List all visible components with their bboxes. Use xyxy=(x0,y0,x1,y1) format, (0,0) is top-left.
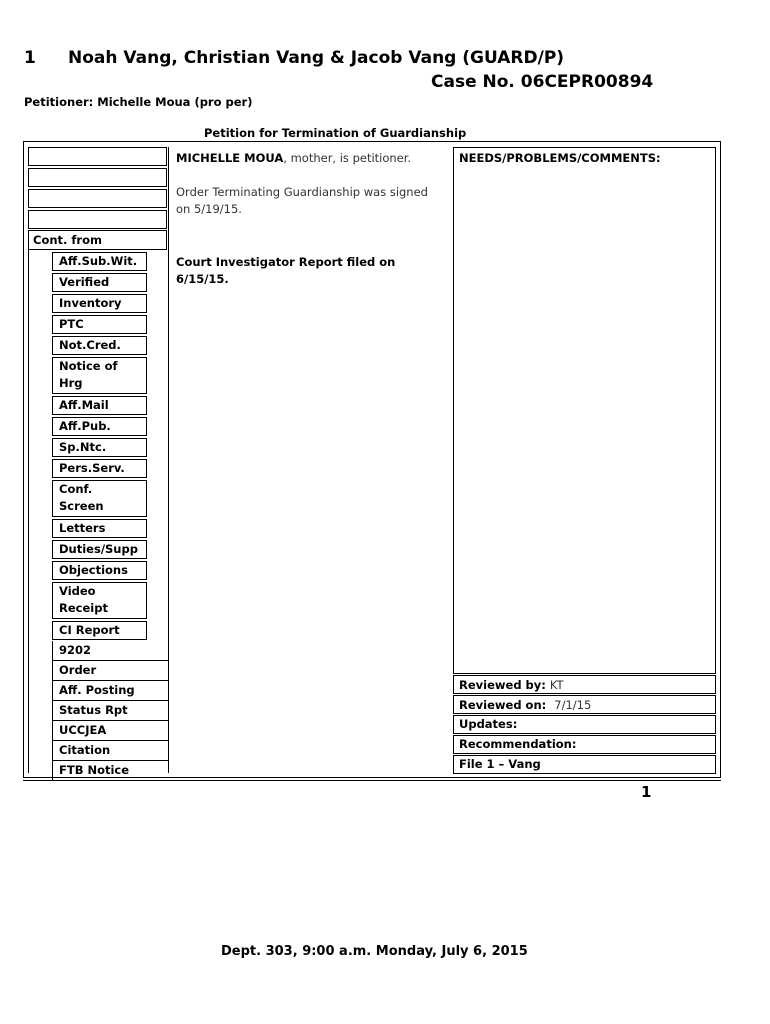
checklist-item-label: Duties/Supp xyxy=(59,542,138,556)
blank-box-4 xyxy=(28,210,167,229)
item-number: 1 xyxy=(24,48,36,68)
petitioner-line: Petitioner: Michelle Moua (pro per) xyxy=(24,95,253,109)
checklist-rule xyxy=(52,780,168,781)
checklist-item-label: Verified xyxy=(59,275,110,289)
needs-heading: NEEDS/PROBLEMS/COMMENTS: xyxy=(459,151,661,165)
recommendation-label: Recommendation: xyxy=(459,737,577,751)
cont-from-label: Cont. from xyxy=(33,233,102,247)
checklist-item-label: Objections xyxy=(59,563,128,577)
checklist-item-label: Citation xyxy=(59,743,111,757)
ci-report-text: Court Investigator Report filed on 6/15/15. xyxy=(176,255,396,286)
checklist-rule-left xyxy=(52,661,53,680)
checklist-rule-left xyxy=(52,741,53,760)
reviewed-by-label: Reviewed by: xyxy=(459,678,546,692)
checklist-item-label: Order xyxy=(59,663,97,677)
case-names: Noah Vang, Christian Vang & Jacob Vang (GUARD/P) xyxy=(68,48,565,68)
checklist-item-label: Status Rpt xyxy=(59,703,128,717)
checklist-rule xyxy=(52,660,168,661)
petitioner-role: , mother, is petitioner. xyxy=(283,151,412,165)
needs-box xyxy=(453,147,716,674)
left-column-line xyxy=(28,250,29,773)
checklist-rule xyxy=(52,760,168,761)
checklist-item-label: Video Receipt xyxy=(59,584,108,615)
checklist-item-label: FTB Notice xyxy=(59,763,130,777)
checklist-rule xyxy=(52,720,168,721)
checklist-item-label: Aff.Pub. xyxy=(59,419,111,433)
checklist-item-label: Notice of Hrg xyxy=(59,359,118,390)
checklist-rule-left xyxy=(52,701,53,720)
blank-box-2 xyxy=(28,168,167,187)
checklist-rule xyxy=(52,680,168,681)
blank-box-1 xyxy=(28,147,167,166)
checklist-item-label: Sp.Ntc. xyxy=(59,440,107,454)
middle-divider xyxy=(168,147,169,773)
petitioner-statement xyxy=(176,150,446,167)
checklist-rule-left xyxy=(52,681,53,700)
page-number: 1 xyxy=(641,783,652,801)
blank-box-3 xyxy=(28,189,167,208)
order-text: Order Terminating Guardianship was signed on 5/19/15. xyxy=(176,185,428,216)
checklist-item-label: Aff.Sub.Wit. xyxy=(59,254,138,268)
checklist-rule-left xyxy=(52,721,53,740)
checklist-rule xyxy=(52,700,168,701)
case-number: Case No. 06CEPR00894 xyxy=(431,72,654,92)
checklist-item-label: Pers.Serv. xyxy=(59,461,125,475)
checklist-item-label: Not.Cred. xyxy=(59,338,121,352)
checklist-item-label: Letters xyxy=(59,521,106,535)
dept-line: Dept. 303, 9:00 a.m. Monday, July 6, 2015 xyxy=(221,944,528,959)
checklist-item-label: Inventory xyxy=(59,296,122,310)
checklist-item-label: Conf. Screen xyxy=(59,482,104,513)
file-label: File 1 – Vang xyxy=(459,757,541,771)
checklist-item-label: UCCJEA xyxy=(59,723,107,737)
checklist-item-label: 9202 xyxy=(59,643,92,657)
checklist-rule-left xyxy=(52,761,53,780)
reviewed-by xyxy=(459,677,564,694)
reviewed-on-label: Reviewed on: xyxy=(459,698,547,712)
checklist-item-label: Aff.Mail xyxy=(59,398,109,412)
checklist-rule xyxy=(52,740,168,741)
reviewed-on-value: 7/1/15 xyxy=(554,698,592,712)
checklist-item-label: PTC xyxy=(59,317,84,331)
petitioner-name: MICHELLE MOUA xyxy=(176,151,284,165)
updates-label: Updates: xyxy=(459,717,518,731)
reviewed-by-value: KT xyxy=(549,678,564,692)
petition-title: Petition for Termination of Guardianship xyxy=(204,126,467,140)
checklist-item-label: CI Report xyxy=(59,623,120,637)
checklist-rule-left xyxy=(52,641,53,660)
reviewed-on xyxy=(459,697,591,714)
checklist-item-label: Aff. Posting xyxy=(59,683,135,697)
